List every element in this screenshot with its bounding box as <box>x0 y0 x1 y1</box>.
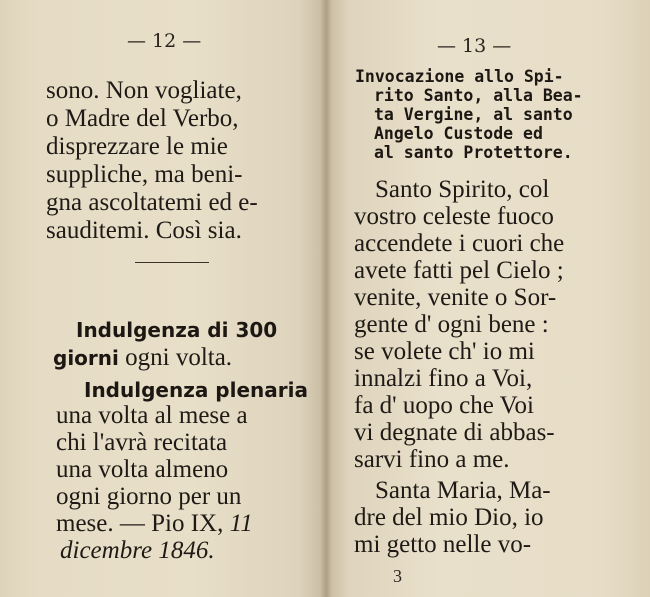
book-gutter <box>320 0 332 597</box>
prayer-title-line: ta Vergine, al santo <box>374 105 573 124</box>
text-line: una volta almeno <box>56 456 229 483</box>
prayer-line: innalzi fino a Voi, <box>354 365 533 392</box>
page-number-left: — 12 — <box>127 30 202 52</box>
citation-date: dicembre 1846. <box>60 537 215 564</box>
prayer-title-line: Angelo Custode ed <box>374 124 543 143</box>
prayer-line: avete fatti pel Cielo ; <box>354 257 564 284</box>
prayer-line: vostro celeste fuoco <box>354 203 554 230</box>
prayer-line: venite, venite o Sor- <box>354 284 557 311</box>
prayer-title-line: rito Santo, alla Bea- <box>374 86 583 105</box>
citation-line <box>56 510 253 538</box>
right-page <box>326 0 650 597</box>
text-line: gna ascoltatemi ed e- <box>46 189 258 216</box>
text-line: chi l'avrà recitata <box>56 429 228 456</box>
indulgence-1-days: giorni <box>53 346 119 370</box>
text-line: sauditemi. Così sia. <box>46 217 242 244</box>
text-line: ogni giorno per un <box>56 483 242 510</box>
prayer-line: dre del mio Dio, io <box>354 504 544 531</box>
indulgence-1-line-2 <box>53 344 232 372</box>
prayer-line: gente d' ogni bene : <box>354 311 549 338</box>
text-line: suppliche, ma beni- <box>46 161 243 188</box>
citation-text: mese. — Pio IX, <box>56 510 230 537</box>
left-page <box>0 0 324 597</box>
signature-mark: 3 <box>393 566 402 586</box>
text-line: disprezzare le mie <box>46 133 228 160</box>
prayer-line: se volete ch' io mi <box>354 338 535 365</box>
indulgence-heading-1: Indulgenza di 300 <box>76 318 278 342</box>
text-line: una volta al mese a <box>56 402 248 429</box>
citation-day: 11 <box>229 510 253 537</box>
prayer-line: fa d' uopo che Voi <box>354 392 534 419</box>
prayer-line: Santo Spirito, col <box>375 176 550 203</box>
indulgence-heading-2: Indulgenza plenaria <box>84 378 308 402</box>
prayer-line: vi degnate di abbas- <box>354 419 555 446</box>
prayer-line: sarvi fino a me. <box>354 446 510 473</box>
page-number-right: — 13 — <box>437 35 512 57</box>
prayer-line: accendete i cuori che <box>354 230 565 257</box>
prayer-line: mi getto nelle vo- <box>354 531 532 558</box>
section-divider <box>135 262 209 263</box>
prayer-line: Santa Maria, Ma- <box>375 477 551 504</box>
prayer-title-line: Invocazione allo Spi- <box>355 67 564 86</box>
indulgence-1-rest: ogni volta. <box>118 344 233 371</box>
text-line: o Madre del Verbo, <box>46 105 239 132</box>
text-line: sono. Non vogliate, <box>46 77 242 104</box>
prayer-title-line: al santo Protettore. <box>374 143 573 162</box>
